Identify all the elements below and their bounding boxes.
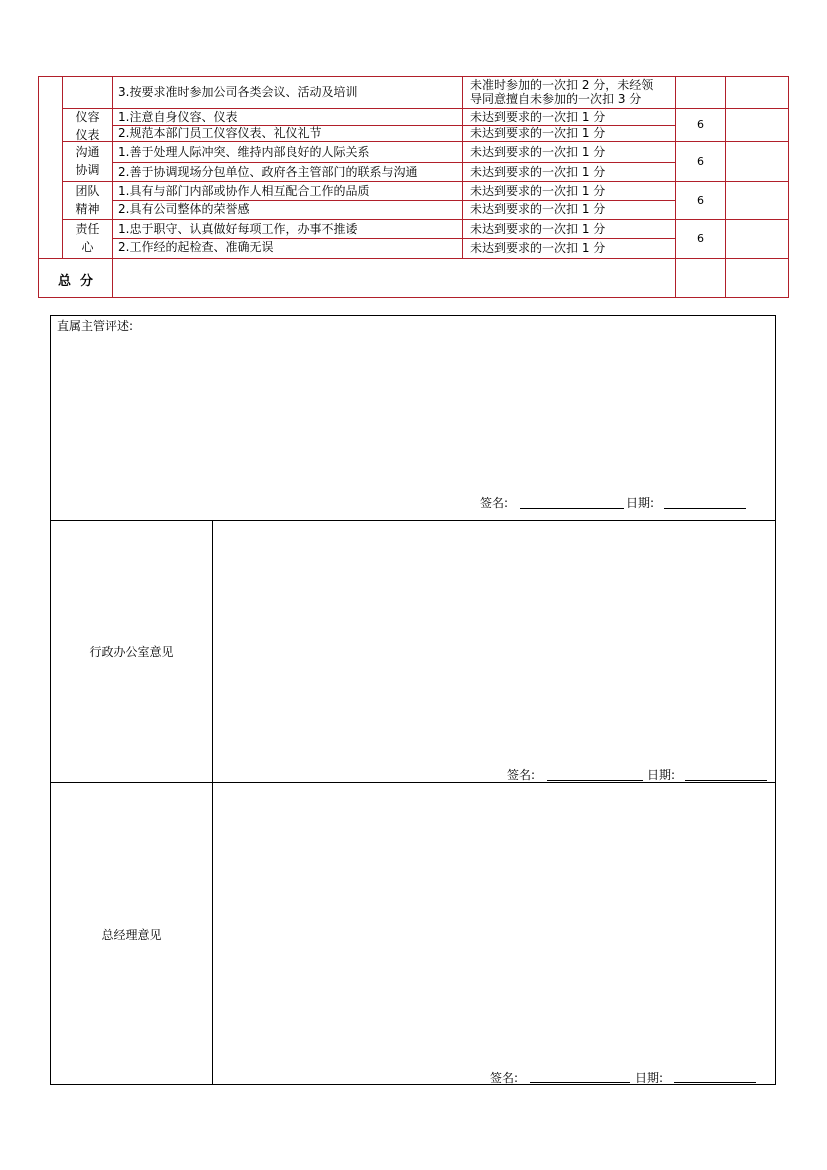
score-row4: 6 xyxy=(697,232,704,245)
admin-date-label: 日期: xyxy=(647,768,676,782)
score-row3: 6 xyxy=(697,194,704,207)
criteria-row3-2: 未达到要求的一次扣 1 分 xyxy=(470,202,606,216)
general-manager-label: 总经理意见 xyxy=(101,928,162,942)
supervisor-sign-line[interactable] xyxy=(520,508,624,509)
item-row4-2: 2.工作经的起检查、准确无误 xyxy=(118,240,274,254)
category-communication: 沟通 协调 xyxy=(75,145,100,177)
criteria-row2-2: 未达到要求的一次扣 1 分 xyxy=(470,165,606,179)
category-teamwork: 团队 精神 xyxy=(75,184,100,216)
gm-date-line[interactable] xyxy=(674,1082,756,1083)
item-row1-1: 1.注意自身仪容、仪表 xyxy=(118,110,238,124)
item-row2-1: 1.善于处理人际冲突、维持内部良好的人际关系 xyxy=(118,145,370,159)
item-row1-2: 2.规范本部门员工仪容仪表、礼仪礼节 xyxy=(118,126,322,140)
item-row3-2: 2.具有公司整体的荣誉感 xyxy=(118,202,250,216)
total-score-label: 总 分 xyxy=(57,274,94,289)
criteria-row1-1: 未达到要求的一次扣 1 分 xyxy=(470,110,606,124)
criteria-row4-1: 未达到要求的一次扣 1 分 xyxy=(470,222,606,236)
score-row2: 6 xyxy=(697,155,704,168)
supervisor-date-line[interactable] xyxy=(664,508,746,509)
admin-date-line[interactable] xyxy=(685,780,767,781)
supervisor-review-label: 直属主管评述: xyxy=(57,319,134,333)
gm-sign-label: 签名: xyxy=(490,1071,519,1085)
category-appearance: 仪容 仪表 xyxy=(75,110,100,142)
gm-date-label: 日期: xyxy=(635,1071,664,1085)
criteria-row0-line1: 未准时参加的一次扣 2 分，未经领 xyxy=(470,78,654,92)
admin-sign-label: 签名: xyxy=(507,768,536,782)
category-responsibility: 责任 心 xyxy=(75,222,100,254)
criteria-row4-2: 未达到要求的一次扣 1 分 xyxy=(470,241,606,255)
gm-sign-line[interactable] xyxy=(530,1082,630,1083)
criteria-row3-1: 未达到要求的一次扣 1 分 xyxy=(470,184,606,198)
supervisor-sign-label: 签名: xyxy=(480,496,509,510)
item-row4-1: 1.忠于职守、认真做好每项工作，办事不推诿 xyxy=(118,222,358,236)
item-row2-2: 2.善于协调现场分包单位、政府各主管部门的联系与沟通 xyxy=(118,165,418,179)
supervisor-date-label: 日期: xyxy=(626,496,655,510)
criteria-row0-line2: 导同意擅自未参加的一次扣 3 分 xyxy=(470,92,642,106)
criteria-row1-2: 未达到要求的一次扣 1 分 xyxy=(470,126,606,140)
score-row1: 6 xyxy=(697,118,704,131)
admin-sign-line[interactable] xyxy=(547,780,643,781)
item-row3-1: 1.具有与部门内部或协作人相互配合工作的品质 xyxy=(118,184,370,198)
criteria-row2-1: 未达到要求的一次扣 1 分 xyxy=(470,145,606,159)
admin-office-label: 行政办公室意见 xyxy=(89,645,174,659)
item-row0-1: 3.按要求准时参加公司各类会议、活动及培训 xyxy=(118,85,358,99)
